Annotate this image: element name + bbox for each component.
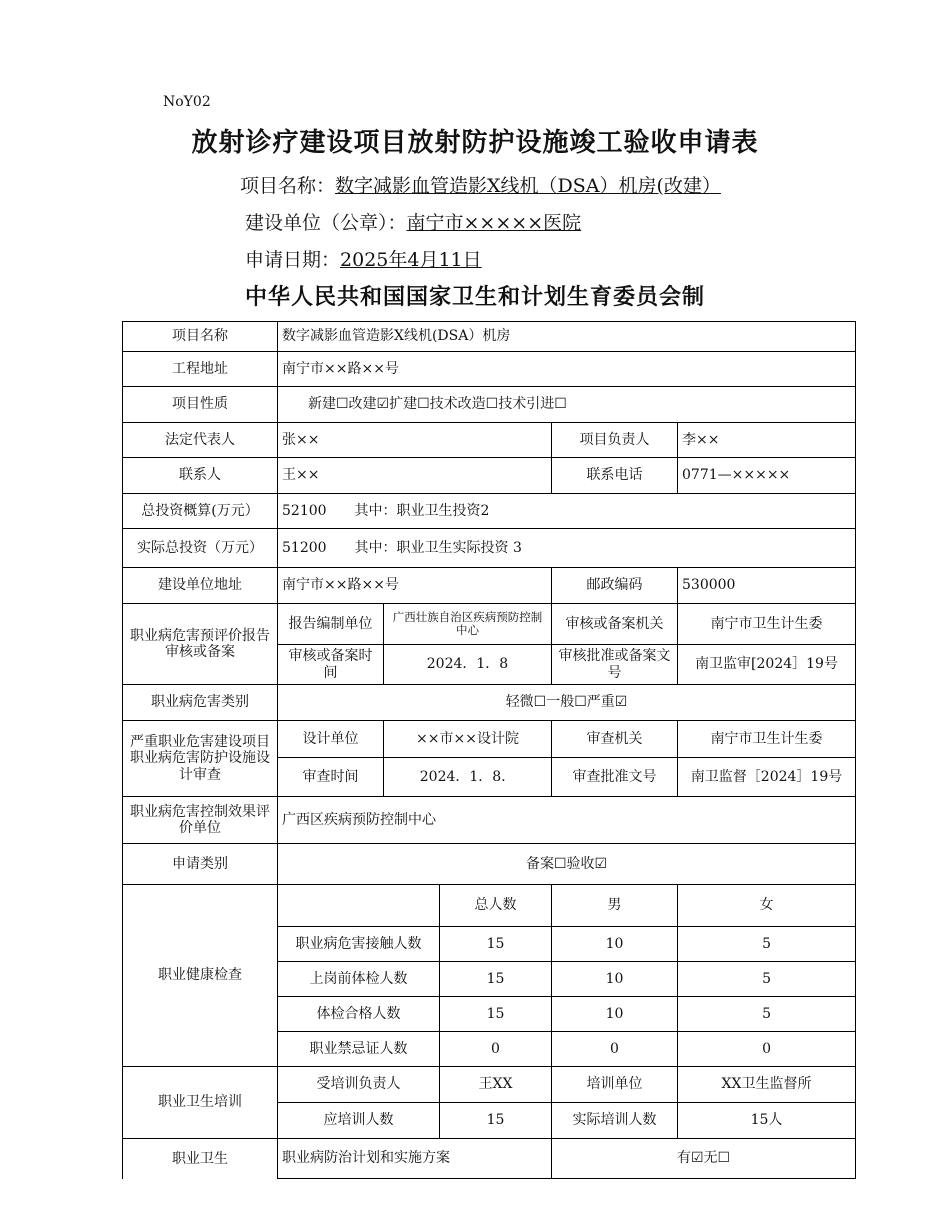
row-nature [123,387,856,423]
row-name: 职业禁忌证人数 [278,1032,440,1066]
header-female: 女 [678,885,856,927]
apply-date-line [245,245,482,272]
construction-unit-value: 南宁市×××××医院 [406,212,582,234]
cell-label: 审核或备案时间 [278,645,384,685]
cell-label: 法定代表人 [123,423,278,458]
row-male: 10 [552,962,678,997]
cell-label: 职业卫生 [123,1139,278,1179]
budget-note: 其中：职业卫生投资2 [354,502,490,519]
row-total-budget [123,494,856,529]
row-health-header [123,885,856,927]
cell-label: 建设单位地址 [123,568,278,604]
row-name: 上岗前体检人数 [278,962,440,996]
row-female: 0 [678,1032,856,1067]
form-number: NoY02 [163,94,211,110]
cell-value: 南宁市××路××号 [278,568,552,604]
row-legal-rep [123,423,856,458]
row-female: 5 [678,997,856,1032]
row-hazard-type [123,685,856,721]
cell-value: 0771—××××× [678,458,856,494]
row-training-1 [123,1067,856,1103]
cell-label: 报告编制单位 [278,604,384,645]
cell-label: 审查时间 [278,758,384,797]
cell-label: 邮政编码 [552,568,678,604]
cell-label: 工程地址 [123,352,278,387]
cell-value: 广西壮族自治区疾病预防控制中心 [384,604,552,645]
hygiene-item: 职业病防治计划和实施方案 [278,1139,552,1179]
cell-label: 审核或备案机关 [552,604,678,645]
row-pre-eval-1 [123,604,856,645]
form-table [122,321,856,1179]
application-form [122,321,855,1174]
row-female: 5 [678,962,856,997]
cell-value: 南宁市卫生计生委 [678,721,856,758]
cell-label: 项目名称 [123,322,278,352]
cell-value: 2024．1．8． [384,758,552,797]
training-unit-label: 培训单位 [552,1067,678,1103]
nature-checkboxes[interactable]: 新建☐改建☑扩建☐技术改造☐技术引进☐ [278,387,856,423]
row-total: 15 [486,1005,505,1022]
training-actual-value: 15人 [678,1103,856,1139]
cell-label: 审查批准文号 [552,758,678,797]
row-name: 职业病危害接触人数 [278,927,440,961]
project-name-line [240,171,721,198]
construction-unit-line [245,208,581,235]
cell-label: 实际总投资（万元） [123,529,278,568]
training-resp-label: 受培训负责人 [278,1067,440,1102]
row-male: 0 [552,1032,678,1067]
cell-label: 审查机关 [552,721,678,758]
cell-value: 南宁市××路××号 [278,352,856,387]
hazard-checkboxes[interactable]: 轻微☐一般☐严重☑ [278,685,856,721]
row-name: 体检合格人数 [278,997,440,1031]
cell-label: 审核批准或备案文号 [552,645,678,685]
apply-date-label: 申请日期： [245,249,341,271]
row-female: 5 [678,927,856,962]
header-total: 总人数 [474,897,517,914]
issuer-line: 中华人民共和国国家卫生和计划生育委员会制 [244,284,705,310]
cell-value: 南卫监督［2024］19号 [678,758,856,797]
apply-type-checkboxes[interactable]: 备案☐验收☑ [278,844,856,885]
invest-note: 其中：职业卫生实际投资 3 [354,539,522,556]
project-name-value: 数字减影血管造影X线机（DSA）机房(改建） [335,175,721,197]
cell-label: 项目负责人 [552,423,678,458]
hygiene-checkboxes[interactable]: 有☑无☐ [552,1139,856,1179]
project-name-label: 项目名称： [240,175,336,197]
cell-label: 职业病危害控制效果评价单位 [123,797,278,844]
cell-label: 联系电话 [552,458,678,494]
cell-label: 职业病危害预评价报告审核或备案 [123,604,278,685]
row-apply-type [123,844,856,885]
budget-amount: 52100 [282,502,327,519]
cell-value: 南卫监审[2024］19号 [678,645,856,685]
row-project-name [123,322,856,352]
row-contact [123,458,856,494]
cell-value [278,529,856,568]
cell-label: 严重职业危害建设项目职业病危害防护设施设计审查 [123,721,278,797]
row-address [123,352,856,387]
cell-value: 广西区疾病预防控制中心 [278,797,856,844]
training-should-label: 应培训人数 [278,1103,440,1138]
cell-value: 530000 [678,568,856,604]
cell-label: 总投资概算(万元） [123,494,278,529]
header-male: 男 [552,885,678,927]
cell-label: 设计单位 [278,721,384,758]
row-male: 10 [552,997,678,1032]
row-actual-invest [123,529,856,568]
row-total: 15 [486,970,505,987]
construction-unit-label: 建设单位（公章）： [245,212,407,234]
cell-label: 职业卫生培训 [123,1067,278,1139]
cell-label: 项目性质 [123,387,278,423]
row-design-review-1 [123,721,856,758]
cell-label: 联系人 [123,458,278,494]
training-unit-value: XX卫生监督所 [678,1067,856,1103]
cell-value: 数字减影血管造影X线机(DSA）机房 [278,322,856,352]
health-header-split [278,885,552,927]
cell-value: 2024．1．8 [384,645,552,685]
cell-value: 南宁市卫生计生委 [678,604,856,645]
training-resp-value: 王XX [478,1076,513,1093]
training-actual-label: 实际培训人数 [552,1103,678,1139]
row-unit-address [123,568,856,604]
cell-value: 王×× [278,458,552,494]
cell-value: 张×× [278,423,552,458]
row-male: 10 [552,927,678,962]
invest-amount: 51200 [282,539,327,556]
row-total: 0 [491,1040,500,1057]
training-should-value: 15 [486,1112,505,1129]
document-title: 放射诊疗建设项目放射防护设施竣工验收申请表 [191,128,759,158]
cell-value [278,494,856,529]
row-control-eval [123,797,856,844]
apply-date-value: 2025年4月11日 [340,249,482,271]
row-total: 15 [486,935,505,952]
cell-value: ××市××设计院 [384,721,552,758]
cell-value: 李×× [678,423,856,458]
cell-label: 职业健康检查 [123,885,278,1067]
cell-label: 职业病危害类别 [123,685,278,721]
cell-label: 申请类别 [123,844,278,885]
row-hygiene [123,1139,856,1179]
